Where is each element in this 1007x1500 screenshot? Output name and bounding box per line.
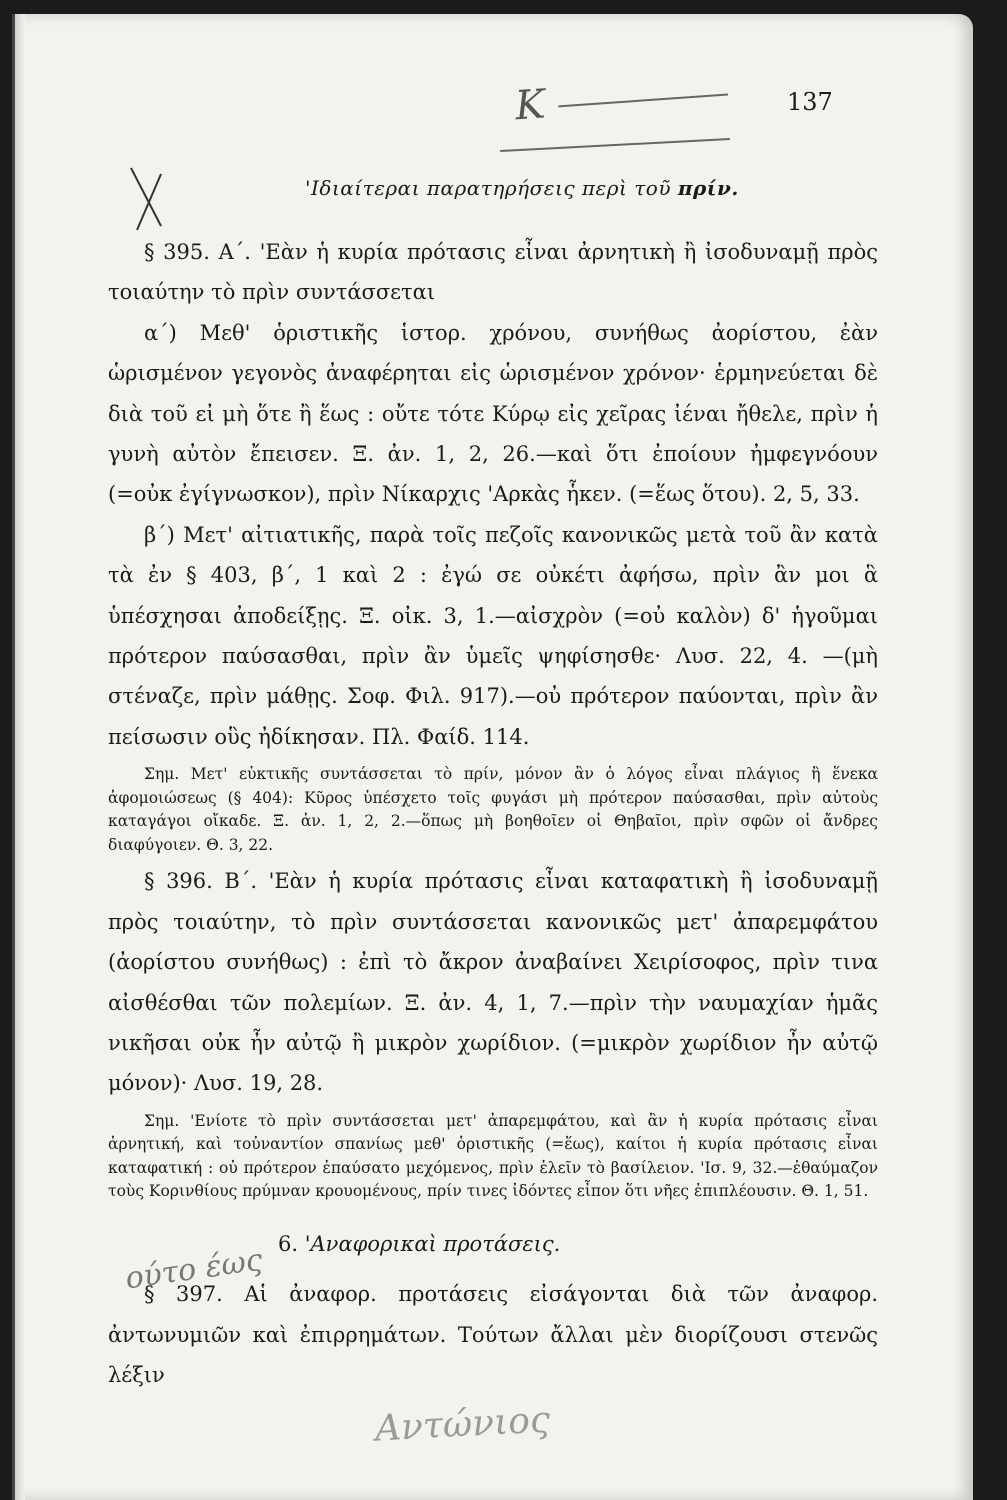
handwritten-x-mark <box>127 164 167 234</box>
handwritten-note-top: Κ <box>514 69 729 130</box>
book-page <box>12 14 973 1500</box>
paragraph-396: § 396. Β΄. 'Εὰν ἡ κυρία πρότασις εἶναι καταφατικὴ ἢ ἰσοδυναμῇ πρὸς τοιαύτην, τὸ πρὶν συντάσσεται κανονικῶς μετ' ἀπαρεμφάτου (ἀορίστου συνήθως) : ἐπὶ τὸ ἄκρον ἀναβαίνει Χειρίσοφος, πρὶν τινα αἰσθέσθαι τῶν πολεμίων. Ξ. ἀν. 4, 1, 7.—πρὶν τὴν ναυμαχίαν ἡμᾶς νικῆσαι οὐκ ἦν αὐτῷ ἢ μικρὸν χωρίδιον. (=μικρὸν χωρίδιον ἦν αὐτῷ μόνον)· Λυσ. 19, 28. <box>108 869 878 1096</box>
handwritten-margin-note: ούτο έως <box>123 1242 265 1297</box>
section-heading-prin <box>305 176 739 200</box>
handwritten-underline <box>500 138 730 152</box>
paragraph-395-intro: § 395. Α΄. 'Εὰν ἡ κυρία πρότασις εἶναι ἀρνητικὴ ἢ ἰσοδυναμῇ πρὸς τοιαύτην τὸ πρὶν συντάσσεται <box>108 240 878 305</box>
note-infinitive: Σημ. 'Ενίοτε τὸ πρὶν συντάσσεται μετ' ἀπαρεμφάτου, καὶ ἂν ἡ κυρία πρότασις εἶναι ἀρνητική, καὶ τοὐναντίον σπανίως μεθ' ὁριστικῆς (=ἕως), καίτοι ἡ κυρία πρότασις εἶναι καταφατική : οὐ πρότερον ἐπαύσατο μεχόμενος, πρὶν ἑλεῖν τὸ βασίλειον. 'Ισ. 9, 32.—ἐθαύμαζον τοὺς Κορινθίους πρύμναν κρουομένους, πρίν τινες ἰδόντες εἶπον ὅτι νῆες ἐπιπλέουσιν. Θ. 1, 51. <box>108 1111 878 1201</box>
section-6-heading: 6. 'Αναφορικαὶ προτάσεις. <box>278 1231 561 1256</box>
handwritten-signature: Αντώνιος <box>374 1399 551 1450</box>
paragraph-395-alpha: α΄) Μεθ' ὁριστικῆς ἱστορ. χρόνου, συνήθως ἀορίστου, ἐὰν ὡρισμένον γεγονὸς ἀναφέρηται εἰς ὡρισμένον χρόνον· ἑρμηνεύεται δὲ διὰ τοῦ εἰ μὴ ὅτε ἢ ἕως : οὔτε τότε Κύρῳ εἰς χεῖρας ἰέναι ἤθελε, πρὶν ἡ γυνὴ αὐτὸν ἔπεισεν. Ξ. ἀν. 1, 2, 26.—καὶ ὅτι ἐποίουν ἠμφεγνόουν (=οὐκ ἐγίγνωσκον), πρὶν Νίκαρχις 'Αρκὰς ἧκεν. (=ἕως ὅτου). 2, 5, 33. <box>108 320 878 507</box>
note-optative: Σημ. Μετ' εὐκτικῆς συντάσσεται τὸ πρίν, μόνον ἂν ὁ λόγος εἶναι πλάγιος ἢ ἕνεκα ἀφομοιώσεως (§ 404): Κῦρος ὑπέσχετο τοῖς φυγάσι μὴ πρότερον παύσασθαι, πρὶν αὐτοὺς καταγάγοι οἴκαδε. Ξ. ἀν. 1, 2, 2.—ὅπως μὴ βοηθοῖεν οἱ Θηβαῖοι, πρὶν σφῶν οἱ ἄνδρες διαφύγοιεν. Θ. 3, 22. <box>108 765 878 854</box>
heading-text: 'Ιδιαίτεραι παρατηρήσεις περὶ τοῦ <box>305 176 671 200</box>
paragraph-397: § 397. Αἱ ἀναφορ. προτάσεις εἰσάγονται διὰ τῶν ἀναφορ. ἀντωνυμιῶν καὶ ἐπιρρημάτων. Τούτων ἄλλαι μὲν διορίζουσι στενῶς λέξιν <box>108 1282 878 1387</box>
page-spine-shadow <box>15 14 25 1500</box>
paragraph-395-beta: β΄) Μετ' αἰτιατικῆς, παρὰ τοῖς πεζοῖς κανονικῶς μετὰ τοῦ ἂν κατὰ τὰ ἐν § 403, β΄, 1 καὶ 2 : ἐγώ σε οὐκέτι ἀφήσω, πρὶν ἂν μοι ἃ ὑπέσχησαι ἀποδείξῃς. Ξ. οἰκ. 3, 1.—αἰσχρὸν (=οὐ καλὸν) δ' ἡγοῦμαι πρότερον παύσασθαι, πρὶν ἂν ὑμεῖς ψηφίσησθε· Λυσ. 22, 4. —(μὴ στέναζε, πρὶν μάθῃς. Σοφ. Φιλ. 917).—οὐ πρότερον παύονται, πρὶν ἂν πείσωσιν οὓς ἠδίκησαν. Πλ. Φαίδ. 114. <box>108 522 878 749</box>
heading-bold-word: πρίν. <box>677 176 739 200</box>
page-number: 137 <box>787 88 833 116</box>
body-text <box>108 232 878 1395</box>
